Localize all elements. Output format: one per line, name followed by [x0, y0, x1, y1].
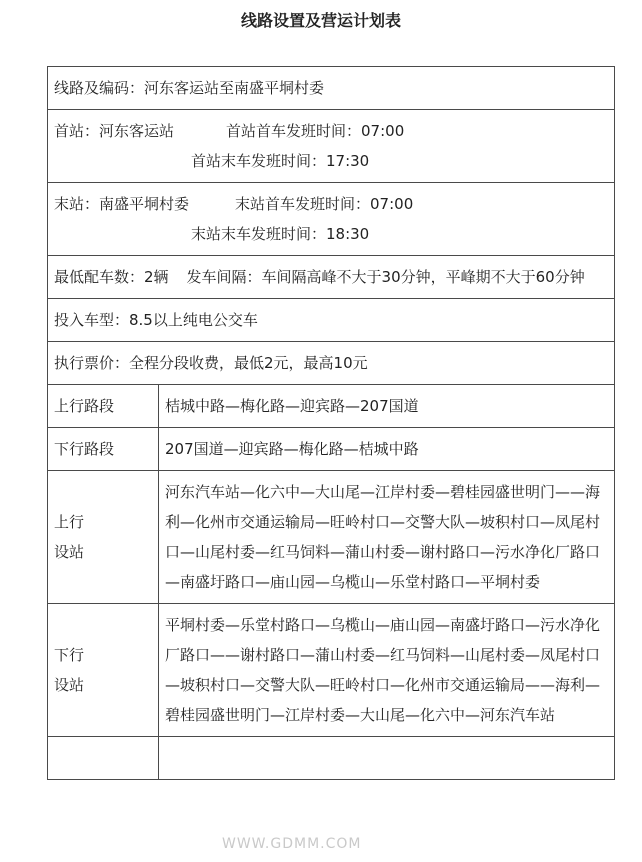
first-station-last-bus: 首站末车发班时间：17:30	[191, 152, 370, 170]
min-vehicle-count: 最低配车数：2辆	[54, 268, 169, 286]
vehicle-type-cell	[48, 299, 615, 342]
table-row	[48, 604, 615, 737]
departure-interval: 发车间隔：车间隔高峰不大于30分钟，平峰期不大于60分钟	[186, 268, 585, 286]
table-row	[48, 67, 615, 110]
last-station-cell	[48, 183, 615, 256]
down-stops-label-line2: 设站	[54, 676, 85, 694]
down-route-label: 下行路段	[48, 428, 159, 471]
down-stops-label-line1: 下行	[54, 646, 85, 664]
table-row	[48, 299, 615, 342]
up-stops-value: 河东汽车站—化六中—大山尾—江岸村委—碧桂园盛世明门——海利—化州市交通运输局—旺岭村口—交警大队—坡积村口—凤尾村口—山尾村委—红马饲料—蒲山村委—谢村路口—污水净化厂路口—南盛圩路口—庙山园—乌榄山—乐堂村路口—平垌村委	[159, 471, 615, 604]
table-row	[48, 110, 615, 183]
vehicle-type: 投入车型：8.5以上纯电公交车	[54, 311, 258, 329]
empty-cell	[48, 737, 159, 780]
table-row	[48, 471, 615, 604]
up-stops-label-line2: 设站	[54, 543, 85, 561]
up-stops-label-line1: 上行	[54, 513, 85, 531]
last-station-first-bus: 末站首车发班时间：07:00	[235, 195, 414, 213]
first-station-cell	[48, 110, 615, 183]
first-station-first-bus: 首站首车发班时间：07:00	[226, 122, 405, 140]
down-stops-value: 平垌村委—乐堂村路口—乌榄山—庙山园—南盛圩路口—污水净化厂路口——谢村路口—蒲山村委—红马饲料—山尾村委—凤尾村口—坡积村口—交警大队—旺岭村口—化州市交通运输局——海利—碧桂园盛世明门—江岸村委—大山尾—化六中—河东汽车站	[159, 604, 615, 737]
route-code: 线路及编码：河东客运站至南盛平垌村委	[54, 79, 325, 97]
watermark: WWW.GDMM.COM	[222, 836, 362, 852]
table-row	[48, 256, 615, 299]
vehicles-cell	[48, 256, 615, 299]
up-route-label: 上行路段	[48, 385, 159, 428]
page-title: 线路设置及营运计划表	[240, 11, 401, 30]
table-row	[48, 428, 615, 471]
down-route-value: 207国道—迎宾路—梅化路—桔城中路	[159, 428, 615, 471]
first-station-name: 首站：河东客运站	[54, 122, 175, 140]
table-row	[48, 183, 615, 256]
up-stops-label	[48, 471, 159, 604]
up-route-value: 桔城中路—梅化路—迎宾路—207国道	[159, 385, 615, 428]
table-row	[48, 342, 615, 385]
fare: 执行票价：全程分段收费，最低2元，最高10元	[54, 354, 368, 372]
last-station-last-bus: 末站末车发班时间：18:30	[191, 225, 370, 243]
empty-cell	[159, 737, 615, 780]
fare-cell	[48, 342, 615, 385]
last-station-name: 末站：南盛平垌村委	[54, 195, 190, 213]
table-row	[48, 737, 615, 780]
down-stops-label	[48, 604, 159, 737]
route-plan-table	[47, 66, 615, 780]
table-row	[48, 385, 615, 428]
route-cell	[48, 67, 615, 110]
